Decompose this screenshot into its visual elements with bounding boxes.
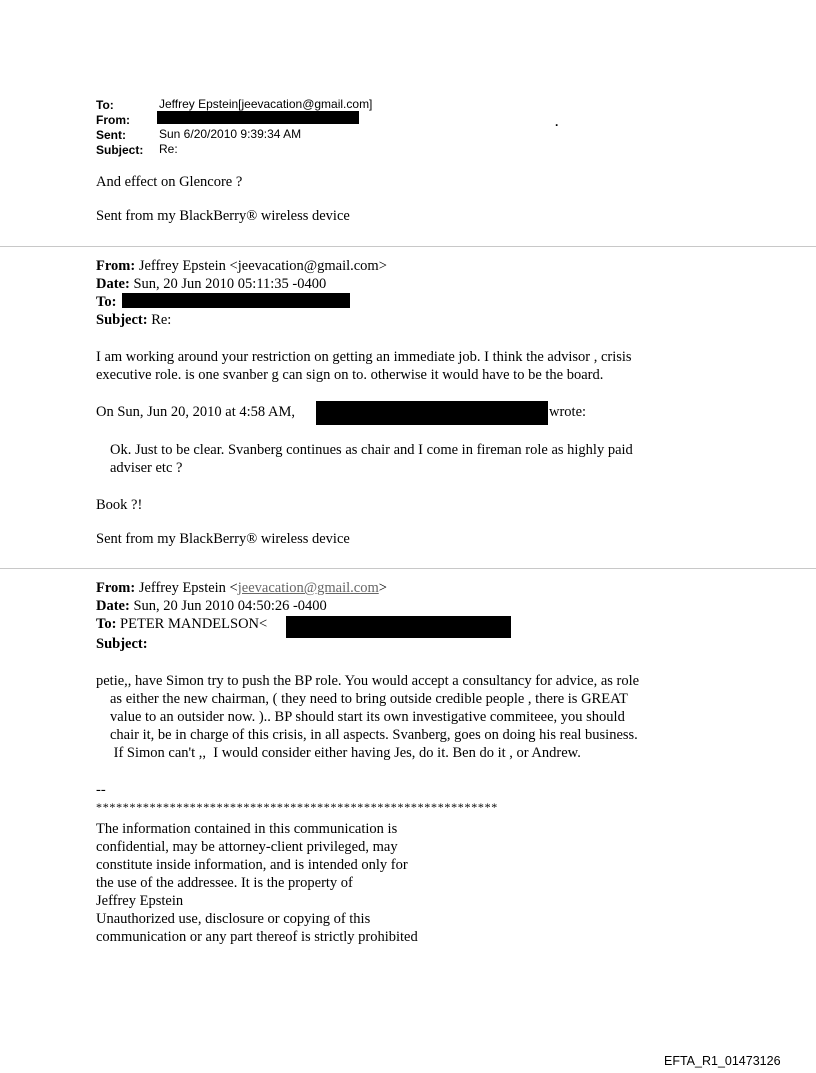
message3-subject-label: Subject: xyxy=(96,636,148,652)
message3-body-line: value to an outsider now. ).. BP should start its own investigative commiteee, you should xyxy=(110,709,625,725)
header-subject-value: Re: xyxy=(159,142,178,156)
disclaimer-line: constitute inside information, and is intended only for xyxy=(96,857,408,873)
message2-to-line xyxy=(96,294,116,311)
message2-from-line xyxy=(96,258,387,275)
message2-from-label: From: xyxy=(96,258,136,274)
document-id: EFTA_R1_01473126 xyxy=(664,1054,781,1068)
header-to-label: To: xyxy=(96,98,114,112)
message3-from-prefix: Jeffrey Epstein < xyxy=(135,580,238,596)
message2-signature: Sent from my BlackBerry® wireless device xyxy=(96,531,350,547)
redaction-message2-to xyxy=(122,293,350,308)
message2-from-value: Jeffrey Epstein <jeevacation@gmail.com> xyxy=(135,258,387,274)
disclaimer-line: communication or any part thereof is strictly prohibited xyxy=(96,929,418,945)
message3-body-line: If Simon can't ,, I would consider either having Jes, do it. Ben do it , or Andrew. xyxy=(110,745,581,761)
message2-body-line: I am working around your restriction on getting an immediate job. I think the advisor , crisis xyxy=(96,349,632,365)
message3-from-label: From: xyxy=(96,580,136,596)
message3-to-label: To: xyxy=(96,616,117,632)
message3-from-email-link[interactable]: jeevacation@gmail.com xyxy=(237,580,379,596)
message2-to-label: To: xyxy=(96,294,117,310)
message3-to-value: PETER MANDELSON< xyxy=(116,616,268,632)
message2-quote-body xyxy=(110,441,633,477)
message2-date-label: Date: xyxy=(96,276,130,292)
divider-2 xyxy=(0,568,816,569)
message3-body-line: chair it, be in charge of this crisis, in all aspects. Svanberg, goes on doing his real business. xyxy=(110,727,638,743)
message2-quote-wrote: wrote: xyxy=(549,404,587,420)
message2-subject-label: Subject: xyxy=(96,312,148,328)
message1-signature: Sent from my BlackBerry® wireless device xyxy=(96,208,350,224)
message3-body-line: petie,, have Simon try to push the BP role. You would accept a consultancy for advice, as role xyxy=(96,673,640,689)
redaction-quote-sender xyxy=(316,401,548,425)
message2-body xyxy=(96,348,632,384)
message3-from-line xyxy=(96,580,387,597)
message2-date-value: Sun, 20 Jun 2010 05:11:35 -0400 xyxy=(129,276,327,292)
footer-dashes: -- xyxy=(96,782,106,798)
message3-date-line xyxy=(96,598,327,615)
disclaimer-line: confidential, may be attorney-client privileged, may xyxy=(96,839,398,855)
message3-from-suffix: > xyxy=(378,580,387,596)
redaction-header-from xyxy=(157,111,359,124)
disclaimer-line: the use of the addressee. It is the property of xyxy=(96,875,353,891)
header-from-label: From: xyxy=(96,113,130,127)
message2-subject-value: Re: xyxy=(147,312,172,328)
message3-to-line xyxy=(96,616,267,633)
disclaimer-line: Unauthorized use, disclosure or copying of this xyxy=(96,911,371,927)
header-sent-value: Sun 6/20/2010 9:39:34 AM xyxy=(159,127,302,141)
message3-date-value: Sun, 20 Jun 2010 04:50:26 -0400 xyxy=(129,598,327,614)
disclaimer-line: Jeffrey Epstein xyxy=(96,893,184,909)
message2-quote-intro: On Sun, Jun 20, 2010 at 4:58 AM, xyxy=(96,404,295,420)
footer-stars: ************************************************************ xyxy=(96,800,498,814)
disclaimer-line: The information contained in this communication is xyxy=(96,821,398,837)
message3-subject-line xyxy=(96,636,148,653)
message2-quote-line: adviser etc ? xyxy=(110,460,183,476)
message3-date-label: Date: xyxy=(96,598,130,614)
footer-disclaimer xyxy=(96,820,418,946)
header-to-value: Jeffrey Epstein[jeevacation@gmail.com] xyxy=(159,97,373,111)
redaction-message3-to xyxy=(286,616,511,638)
message3-body xyxy=(96,672,639,762)
message3-body-line: as either the new chairman, ( they need to bring outside credible people , there is GREAT xyxy=(110,691,628,707)
divider-1 xyxy=(0,246,816,247)
message2-quote-line: Ok. Just to be clear. Svanberg continues as chair and I come in fireman role as highly paid xyxy=(110,442,633,458)
message2-book: Book ?! xyxy=(96,497,143,513)
header-subject-label: Subject: xyxy=(96,143,144,157)
header-sent-label: Sent: xyxy=(96,128,126,142)
message2-subject-line xyxy=(96,312,171,329)
stray-mark: . xyxy=(555,115,559,129)
message1-body: And effect on Glencore ? xyxy=(96,174,243,190)
message2-body-line: executive role. is one svanber g can sign on to. otherwise it would have to be the board. xyxy=(96,367,604,383)
message2-date-line xyxy=(96,276,326,293)
